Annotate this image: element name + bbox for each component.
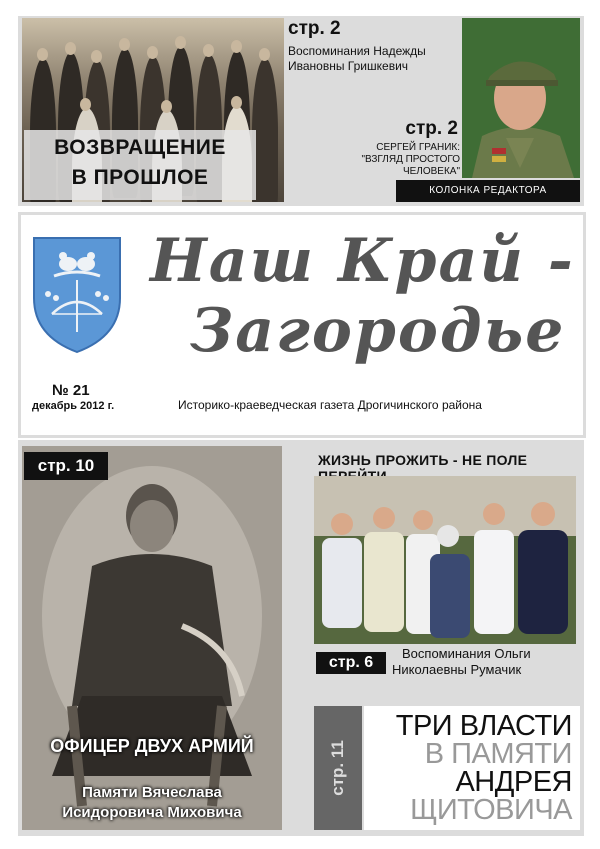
olga-memoirs-line-2: Николаевны Румачик xyxy=(392,662,522,677)
family-group-photo xyxy=(314,476,576,644)
feature-line-4: ЩИТОВИЧА xyxy=(410,794,572,826)
column-title-line-1: "ВЗГЛЯД ПРОСТОГО xyxy=(361,154,460,165)
column-title-line-2: ЧЕЛОВЕКА" xyxy=(402,166,460,177)
officer-memory-line-2: Исидоровича Миховича xyxy=(62,804,242,821)
column-author: СЕРГЕЙ ГРАНИК: xyxy=(376,142,460,153)
editor-column-label: КОЛОНКА РЕДАКТОРА xyxy=(429,185,547,196)
issue-number: № 21 xyxy=(52,382,90,399)
issue-date: декабрь 2012 г. xyxy=(32,400,115,412)
memoirs-text-line-1: Воспоминания Надежды xyxy=(288,44,426,58)
officer-headline: ОФИЦЕР ДВУХ АРМИЙ xyxy=(50,736,254,756)
page-ref-11: стр. 11 xyxy=(328,740,347,796)
life-headline: ЖИЗНЬ ПРОЖИТЬ - НЕ ПОЛЕ xyxy=(318,452,528,468)
page-ref-11-badge xyxy=(314,706,362,830)
feature-line-1: ТРИ ВЛАСТИ xyxy=(395,710,572,742)
coat-of-arms-icon xyxy=(32,236,122,354)
headline-caption-box xyxy=(24,130,256,200)
memoirs-text-line-2: Ивановны Гришкевич xyxy=(288,59,409,73)
officer-memory-line-1: Памяти Вячеслава xyxy=(82,784,222,801)
page-ref-10: стр. 10 xyxy=(37,456,95,475)
page-ref-2-memoirs: стр. 2 xyxy=(288,18,341,39)
newspaper-title-line-2: Загородье xyxy=(190,296,566,366)
editor-photo xyxy=(462,18,580,178)
page-ref-6: стр. 6 xyxy=(328,654,374,671)
page-ref-10-badge xyxy=(24,452,108,480)
page-ref-2-column: стр. 2 xyxy=(405,118,458,139)
olga-memoirs-line-1: Воспоминания Ольги xyxy=(402,646,531,661)
feature-headline-box xyxy=(364,706,580,830)
officer-portrait-photo xyxy=(22,446,282,830)
newspaper-title-line-1: Наш Край - xyxy=(150,226,575,296)
feature-line-3: АНДРЕЯ xyxy=(455,766,572,798)
headline-line-2: В ПРОШЛОЕ xyxy=(71,166,209,189)
feature-line-2: В ПАМЯТИ xyxy=(424,738,572,770)
newspaper-subtitle: Историко-краеведческая газета Дрогичинского района xyxy=(178,398,482,412)
editor-column-bar xyxy=(396,180,580,202)
page-ref-6-badge xyxy=(316,652,386,674)
headline-line-1: ВОЗВРАЩЕНИЕ xyxy=(54,136,226,159)
